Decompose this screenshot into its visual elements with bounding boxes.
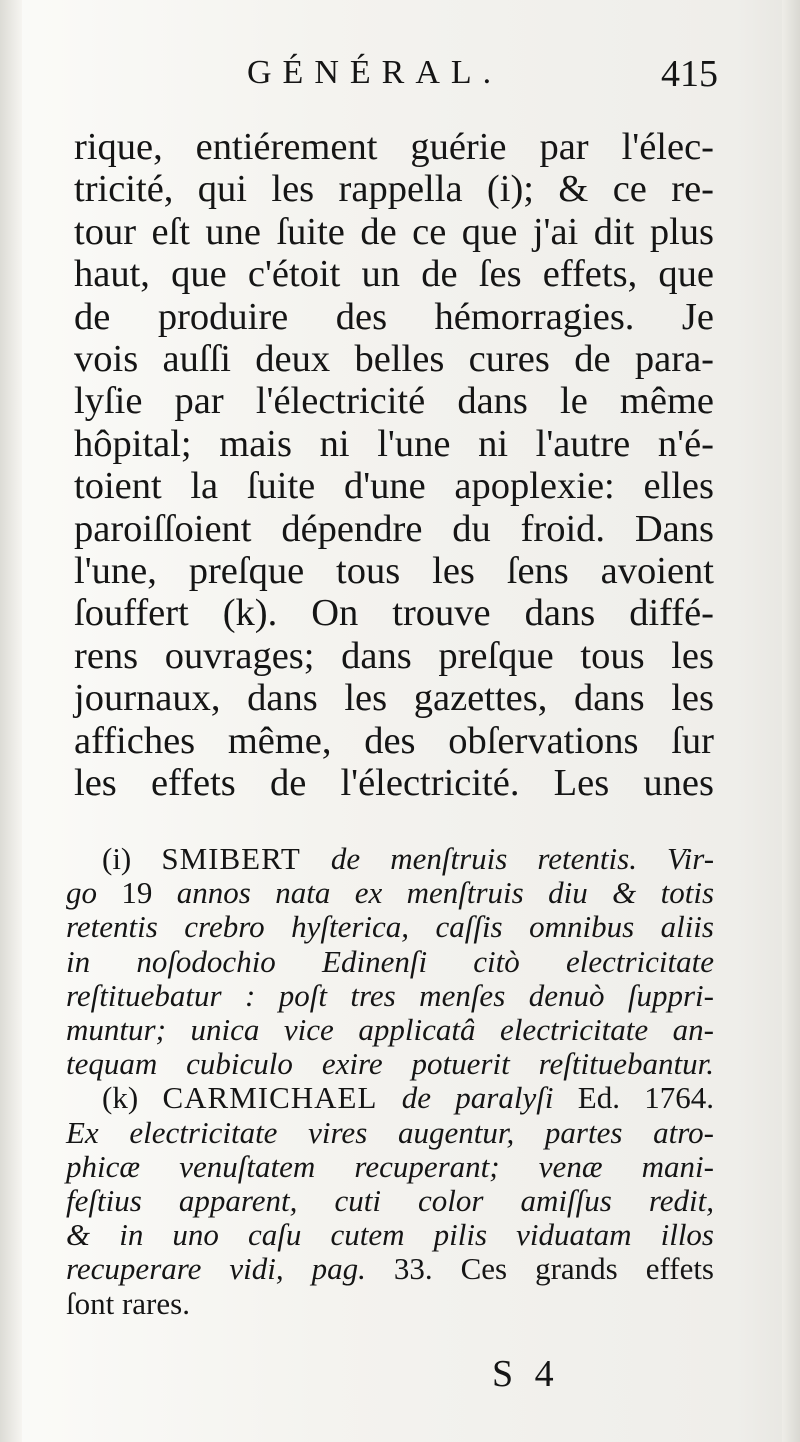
footnote-author: SMIBERT — [161, 841, 301, 876]
footnote-line — [66, 1081, 714, 1115]
text-line: tour eſt une ſuite de ce que j'ai dit plus — [74, 210, 714, 253]
footnote-title: de paralyſi — [401, 1080, 554, 1116]
text-line: haut, que c'étoit un de ſes effets, que — [74, 253, 714, 296]
running-head: GÉNÉRAL. — [247, 54, 503, 91]
text-line: tricité, qui les rappella (i); & ce re- — [74, 168, 714, 211]
text-line: les effets de l'électricité. Les unes — [74, 762, 714, 805]
page-edge-shadow — [782, 0, 800, 1442]
page-header — [72, 52, 718, 102]
footnote-edition: Ed. 1764. — [577, 1080, 715, 1116]
text-line: journaux, dans les gazettes, dans les — [74, 677, 714, 720]
footnote-line: recuperare vidi, pag. 33. Ces grands effets — [66, 1251, 715, 1287]
footnotes — [66, 842, 714, 1321]
text-line: rique, entiérement guérie par l'élec- — [74, 126, 714, 168]
text-line: ſouffert (k). On trouve dans diffé- — [74, 592, 714, 635]
footnote-line: feſtius apparent, cuti color amiſſus redit, — [66, 1183, 714, 1219]
text-line: lyſie par l'électricité dans le même — [74, 380, 714, 423]
main-text — [74, 126, 714, 805]
text-line: hôpital; mais ni l'une ni l'autre n'é- — [74, 422, 714, 465]
footnote-marker: (k) — [102, 1080, 139, 1116]
text-line: rens ouvrages; dans preſque tous les — [74, 634, 714, 677]
footnote-line — [66, 842, 714, 876]
footnote-line: go 19 annos nata ex menſtruis diu & totis — [66, 875, 715, 911]
text-line: vois auſſi deux belles cures de para- — [74, 338, 714, 381]
page-gutter-shadow — [0, 0, 22, 1442]
text-line: de produire des hémorragies. Je — [74, 295, 714, 338]
footnote-i — [66, 842, 714, 1081]
footnote-line: retentis crebro hyſterica, caſſis omnibus aliis — [66, 909, 714, 945]
page-number: 415 — [661, 53, 718, 95]
text-line: l'une, preſque tous les ſens avoient — [74, 550, 714, 593]
text-line: toient la ſuite d'une apoplexie: elles — [74, 465, 714, 508]
footnote-line: muntur; unica vice applicatâ electricitate an- — [66, 1012, 714, 1048]
footnote-line: ſont rares. — [66, 1285, 190, 1321]
footnote-line: tequam cubiculo exire potuerit reſtituebantur. — [66, 1046, 714, 1082]
footnote-title: de menſtruis retentis. Vir- — [330, 841, 715, 876]
footnote-marker: (i) — [102, 841, 132, 876]
footnote-line: phicæ venuſtatem recuperant; venæ mani- — [66, 1148, 714, 1184]
text-line: paroiſſoient dépendre du froid. Dans — [74, 507, 714, 550]
footnote-author: CARMICHAEL — [162, 1080, 378, 1116]
footnote-line: & in uno caſu cutem pilis viduatam illos — [66, 1217, 714, 1253]
footnote-k — [66, 1081, 714, 1320]
signature-mark: S 4 — [492, 1353, 560, 1395]
text-line: affiches même, des obſervations ſur — [74, 719, 714, 762]
footnote-line: in noſodochio Edinenſi citò electricitate — [66, 943, 714, 979]
footnote-line: reſtituebatur : poſt tres menſes denuò ſuppri- — [66, 977, 714, 1013]
footnote-line: Ex electricitate vires augentur, partes atro- — [66, 1114, 714, 1150]
